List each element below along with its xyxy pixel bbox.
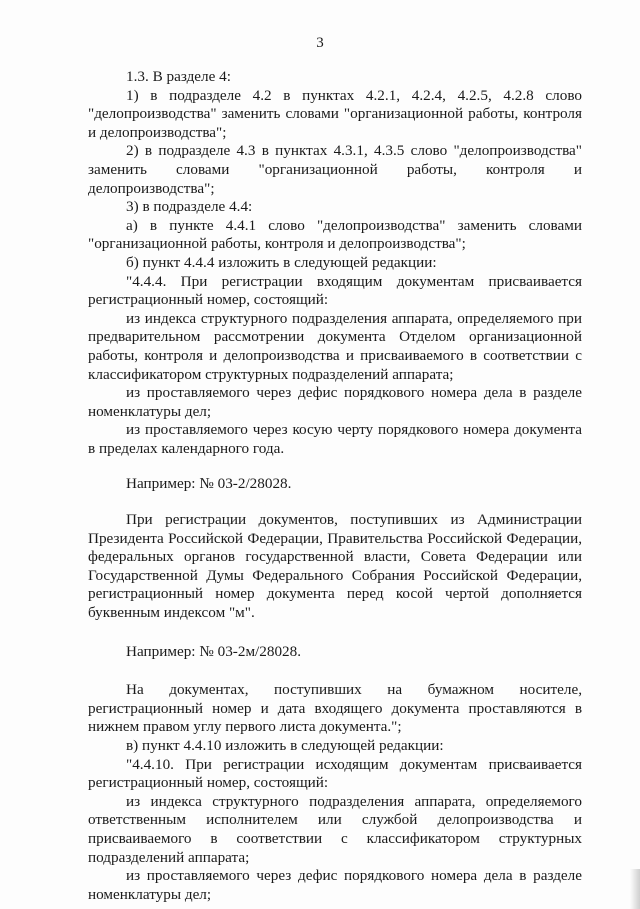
paragraph-outgoing-case-number-part: из проставляемого через дефис порядкового номера дела в разделе номенклатуры дел; — [88, 867, 582, 903]
paragraph-case-number-part: из проставляемого через дефис порядкового номера дела в разделе номенклатуры дел; — [88, 384, 582, 420]
example-2: Например: № 03-2м/28028. — [126, 642, 302, 660]
paragraph-outgoing-index-part: из индекса структурного подразделения аппарата, определяемого ответственным исполнителем или службой делопроизводства и присваиваемого в соответствии с классификатором структурных подразделений аппарата; — [88, 792, 582, 866]
paragraph-index-part: из индекса структурного подразделения аппарата, определяемого при предварительном рассмотрении документа Отделом организационной работы, контроля и делопроизводства и присваиваемого в соответствии с классификатором структурных подразделений аппарата; — [88, 309, 582, 383]
paragraph-item-v: в) пункт 4.4.10 изложить в следующей редакции: — [126, 737, 444, 754]
paragraph-1-3-heading: 1.3. В разделе 4: — [126, 68, 231, 85]
paragraph-item-3: 3) в подразделе 4.4: — [126, 198, 253, 216]
paragraph-paper-documents: На документах, поступивших на бумажном носителе, регистрационный номер и дата входящего документа проставляются в нижнем правом углу первого листа документа."; — [88, 681, 582, 736]
paragraph-4-4-4: "4.4.4. При регистрации входящим документам присваивается регистрационный номер, состоящий: — [88, 272, 582, 309]
paragraph-4-4-10: "4.4.10. При регистрации исходящим документам присваивается регистрационный номер, состоящий: — [88, 755, 582, 792]
paragraph-item-a: а) в пункте 4.4.1 слово "делопроизводства" заменить словами "организационной работы, контроля и делопроизводства"; — [88, 216, 582, 253]
example-1: Например: № 03-2/28028. — [126, 475, 292, 493]
paragraph-document-number-part: из проставляемого через косую черту порядкового номера документа в пределах календарного года. — [88, 421, 582, 457]
paragraph-item-2: 2) в подразделе 4.3 в пунктах 4.3.1, 4.3.5 слово "делопроизводства" заменить словами "организационной работы, контроля и делопроизводства"; — [88, 142, 582, 197]
paragraph-item-b: б) пункт 4.4.4 изложить в следующей редакции: — [126, 253, 437, 271]
document-body — [88, 68, 582, 904]
paragraph-item-1: 1) в подразделе 4.2 в пунктах 4.2.1, 4.2.4, 4.2.5, 4.2.8 слово "делопроизводства" заменить словами "организационной работы, контроля и делопроизводства"; — [88, 86, 582, 141]
scan-edge-shadow — [630, 869, 640, 909]
paragraph-registration-letter-index: При регистрации документов, поступивших из Администрации Президента Российской Федерации, Правительства Российской Федерации, федеральных органов государственной власти, Совета Федерации или Государственной Думы Федерального Собрания Российской Федерации, регистрационный номер документа перед косой чертой дополняется буквенным индексом "м". — [88, 511, 582, 622]
page-number: 3 — [316, 35, 324, 51]
